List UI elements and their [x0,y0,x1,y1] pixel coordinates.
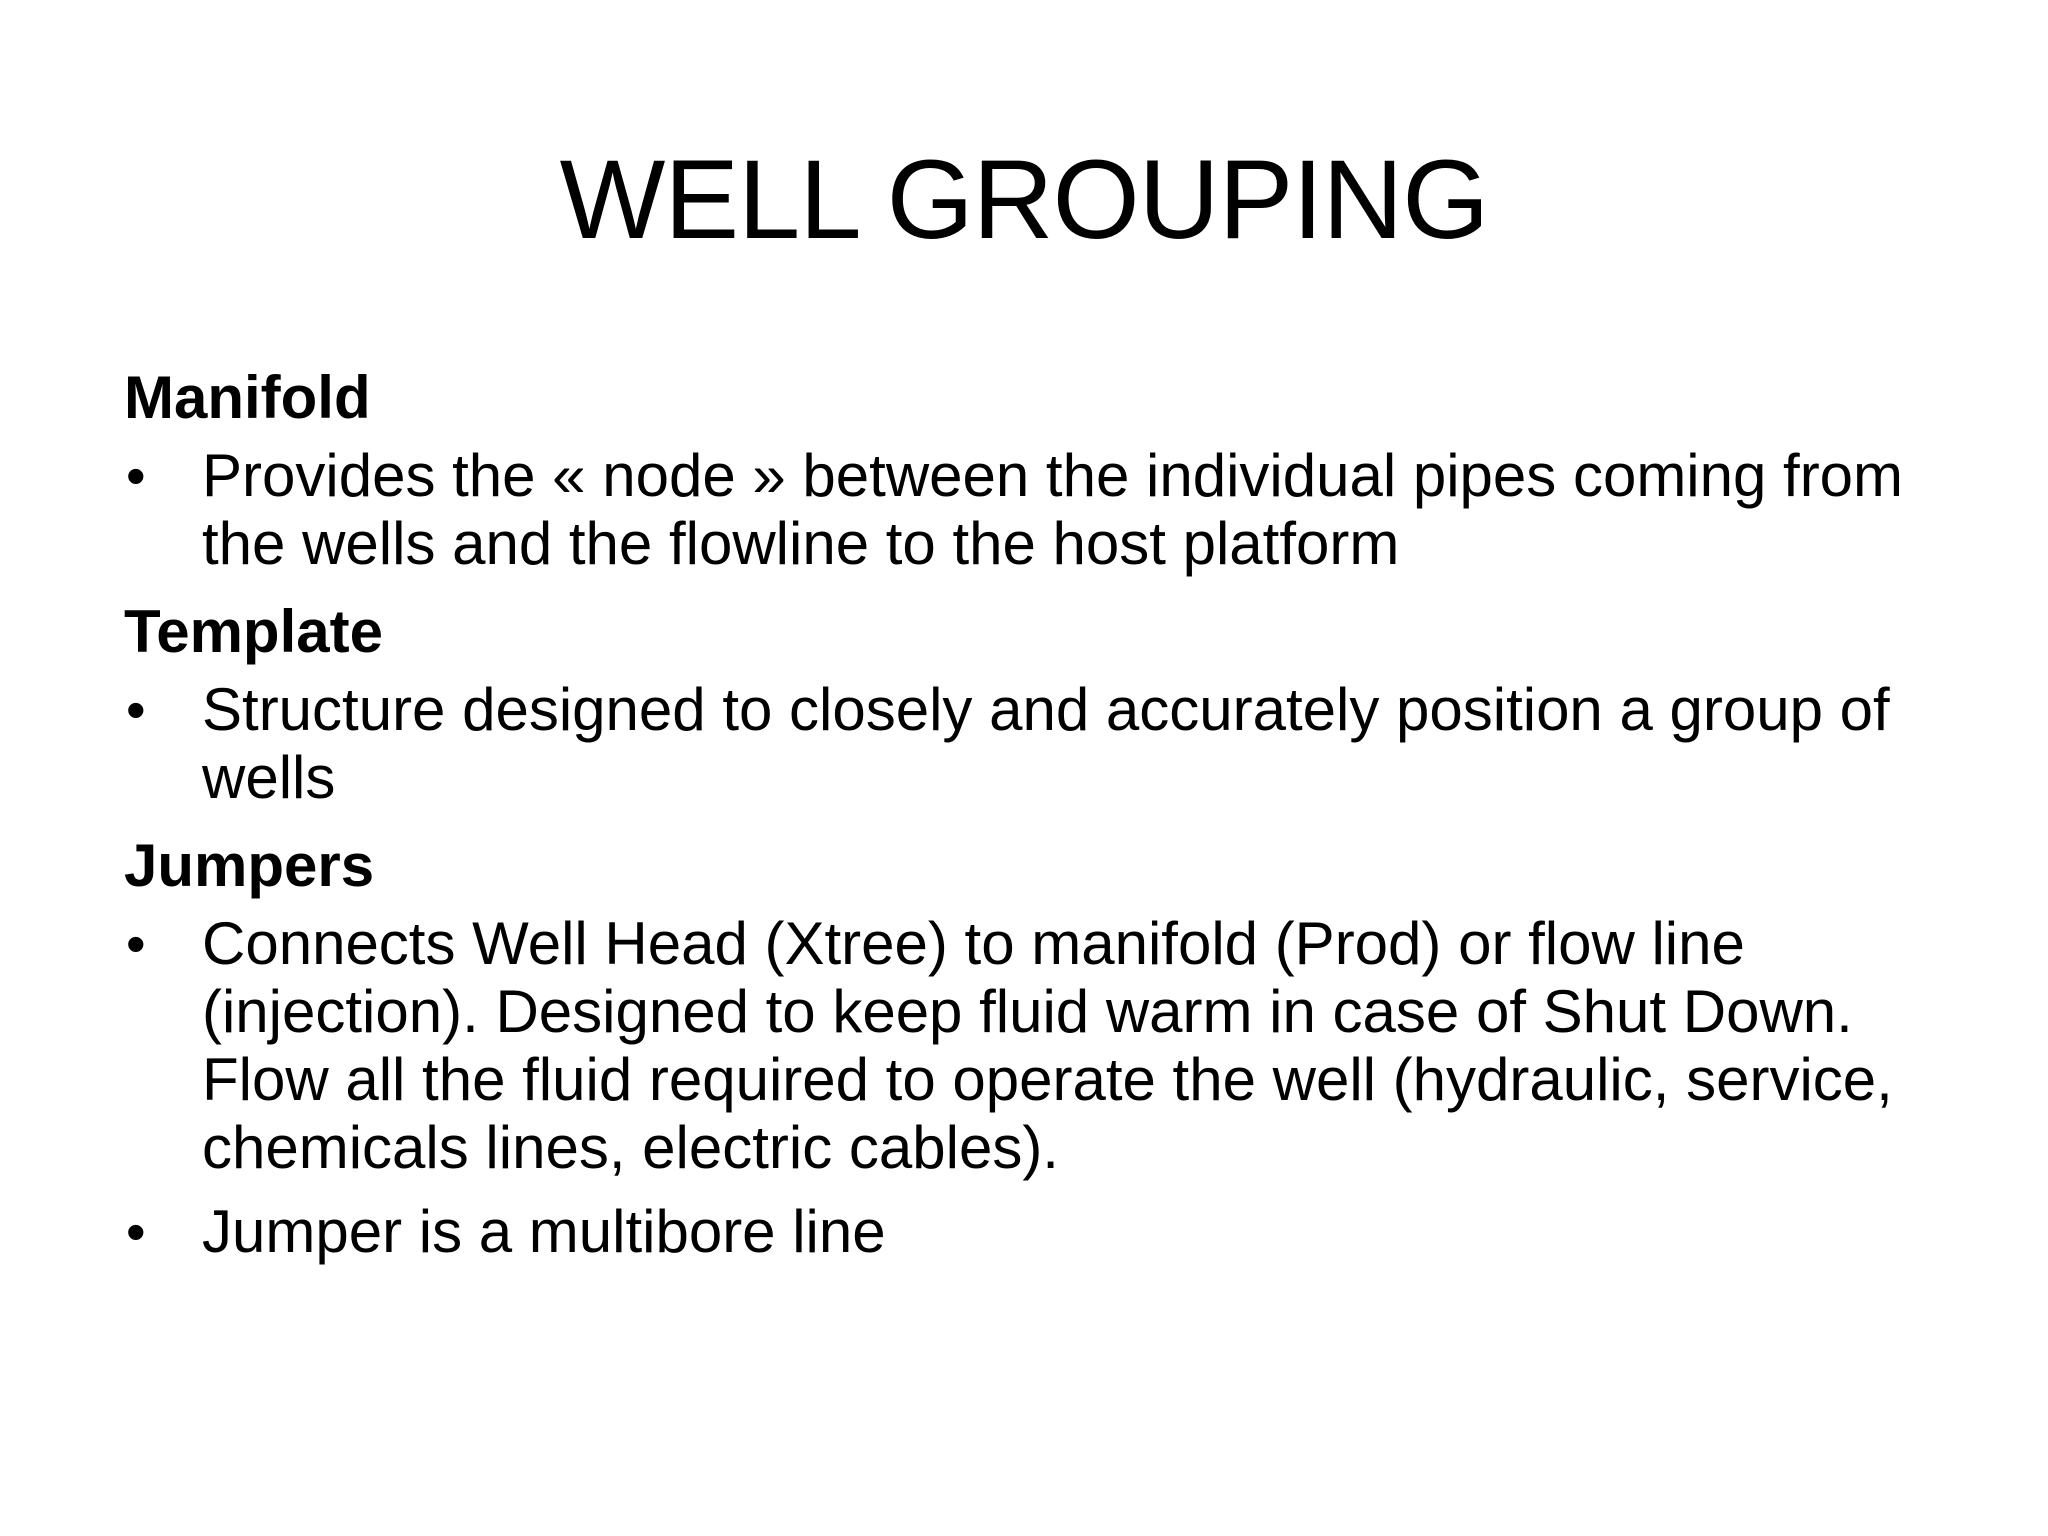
bullet-item [124,442,1944,578]
bullet-icon: • [126,444,146,507]
bullet-icon: • [126,678,146,741]
section-jumpers [124,828,1944,1266]
bullet-text: Connects Well Head (Xtree) to manifold (Prod) or flow line (injection). Designed to keep fluid warm in case of Shut Down. Flow all the fluid required to operate the well (hydraulic, service, chemicals lines, electric cables). [202,910,1893,1181]
bullet-item [124,1198,1944,1266]
slide-title: WELL GROUPING [559,137,1489,262]
bullet-icon: • [126,1200,146,1263]
bullet-list [124,910,1944,1266]
slide-content [124,360,1944,1282]
section-heading: Manifold [124,364,371,431]
bullet-text: Structure designed to closely and accurately position a group of wells [202,676,1890,811]
section-heading: Template [124,598,383,665]
bullet-icon: • [126,912,146,975]
bullet-text: Provides the « node » between the individual pipes coming from the wells and the flowline to the host platform [202,442,1904,577]
section-heading: Jumpers [124,832,375,899]
bullet-item [124,910,1944,1182]
bullet-list [124,442,1944,578]
section-manifold [124,360,1944,578]
bullet-text: Jumper is a multibore line [202,1198,886,1265]
bullet-item [124,676,1944,812]
bullet-list [124,676,1944,812]
section-template [124,594,1944,812]
